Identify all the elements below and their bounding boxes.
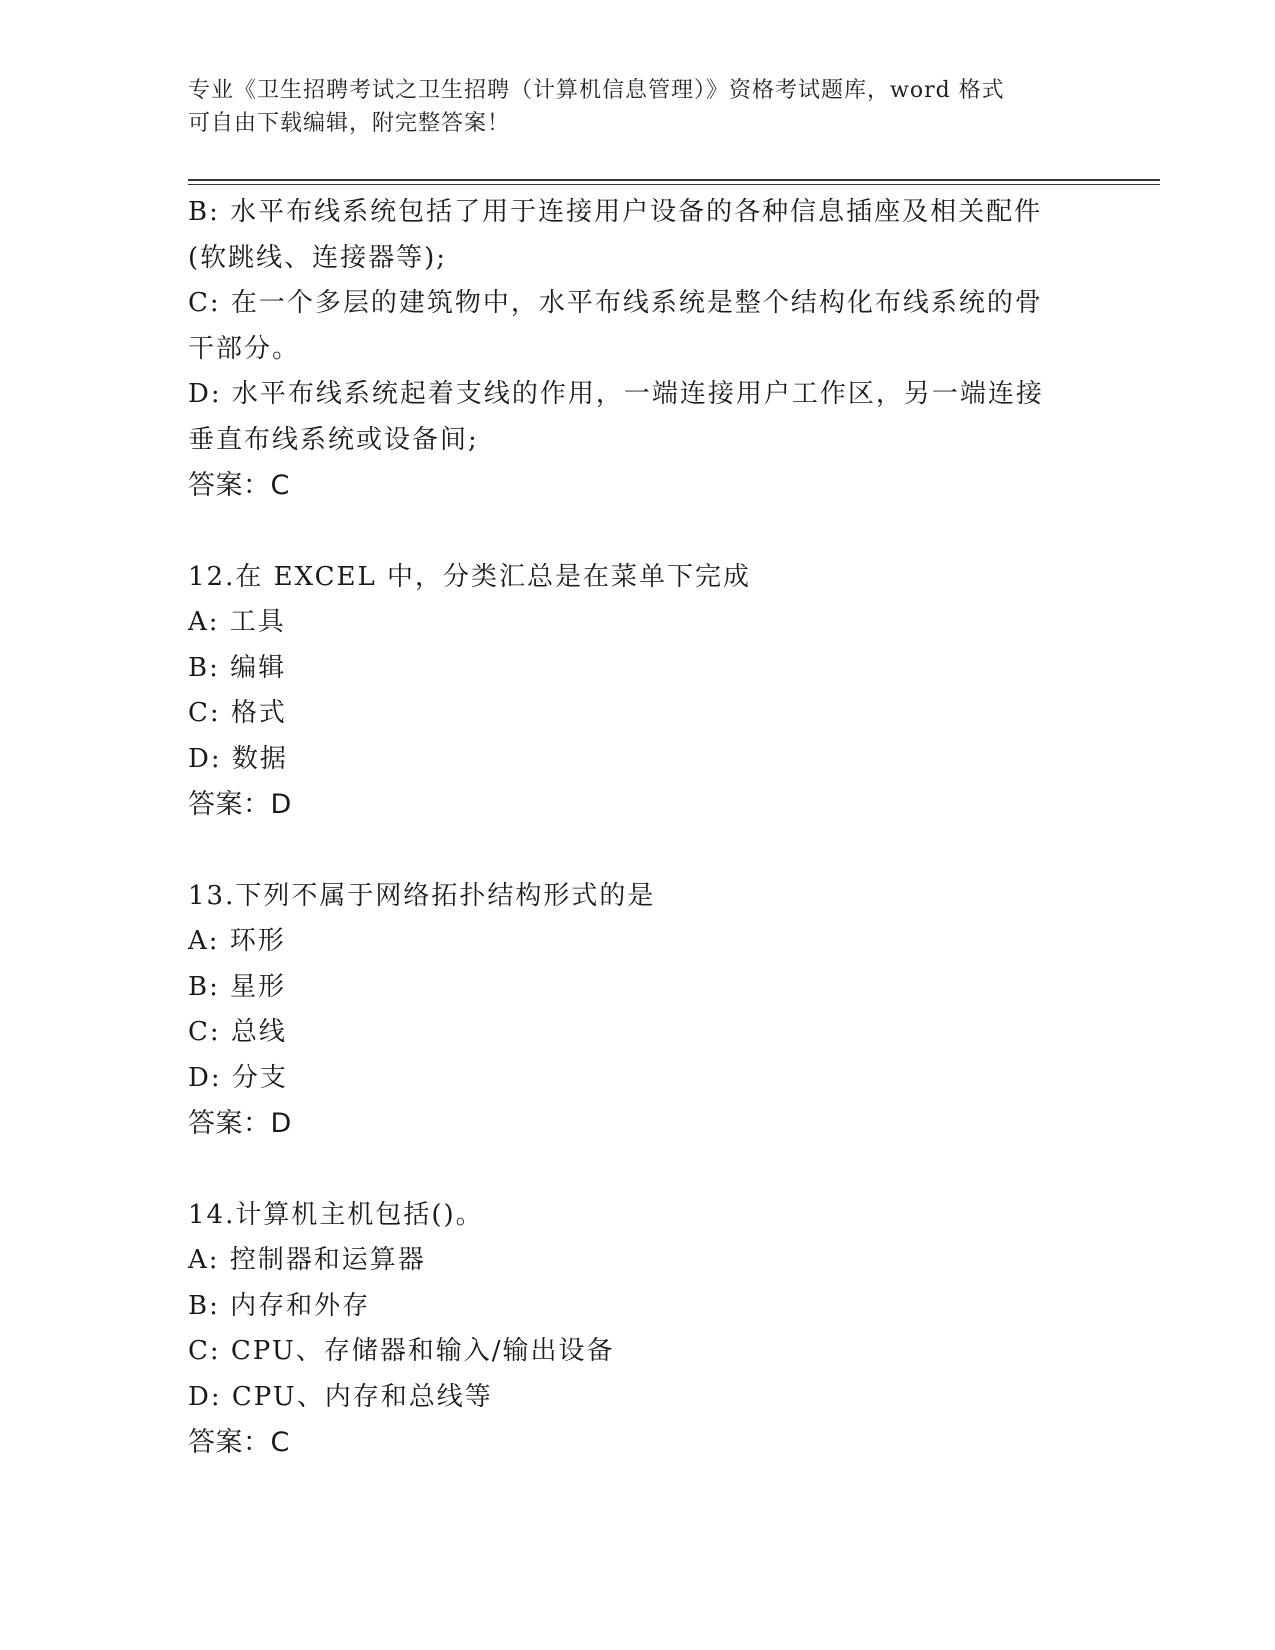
header-rule-thick (188, 179, 1160, 181)
q13-option-b: B: 星形 (188, 971, 287, 1002)
q12-option-a: A: 工具 (188, 607, 286, 637)
q11-option-c-line-1: C: 在一个多层的建筑物中，水平布线系统是整个结构化布线系统的骨 (188, 288, 1043, 318)
q11-option-b-line-1: B: 水平布线系统包括了用于连接用户设备的各种信息插座及相关配件 (188, 197, 1043, 227)
q12-answer: 答案：D (188, 789, 292, 820)
q14-option-b: B: 内存和外存 (188, 1290, 371, 1321)
q13-option-c: C: 总线 (188, 1017, 287, 1047)
question-12 (188, 555, 1088, 828)
q13-option-a: A: 环形 (188, 926, 286, 956)
q14-answer: 答案：C (188, 1427, 290, 1458)
q14-option-d: D: CPU、内存和总线等 (188, 1381, 493, 1412)
question-14 (188, 1193, 1088, 1466)
q11-option-c-line-2: 干部分。 (188, 333, 301, 364)
header-line-2: 可自由下载编辑，附完整答案！ (188, 111, 511, 136)
q14-option-a: A: 控制器和运算器 (188, 1245, 426, 1275)
q14-stem: 14.计算机主机包括()。 (188, 1199, 484, 1230)
q11-answer: 答案：C (188, 470, 290, 501)
q12-option-d: D: 数据 (188, 743, 288, 774)
q13-stem: 13.下列不属于网络拓扑结构形式的是 (188, 880, 656, 911)
spacer (188, 828, 1088, 874)
spacer (188, 509, 1088, 555)
q11-option-d-line-2: 垂直布线系统或设备间; (188, 424, 479, 455)
q14-option-c: C: CPU、存储器和输入/输出设备 (188, 1336, 615, 1366)
q12-stem: 12.在 EXCEL 中，分类汇总是在菜单下完成 (188, 561, 752, 592)
question-list (188, 190, 1088, 1466)
q12-option-c: C: 格式 (188, 698, 287, 728)
header-line-1: 专业《卫生招聘考试之卫生招聘（计算机信息管理）》资格考试题库，word 格式 (188, 78, 1005, 103)
document-header (188, 74, 1068, 140)
q12-option-b: B: 编辑 (188, 652, 287, 683)
q11-option-b-line-2: (软跳线、连接器等); (188, 242, 448, 273)
question-11 (188, 190, 1088, 509)
q13-answer: 答案：D (188, 1108, 292, 1139)
header-rule-thin (188, 184, 1160, 185)
spacer (188, 1147, 1088, 1193)
q11-option-d-line-1: D: 水平布线系统起着支线的作用，一端连接用户工作区，另一端连接 (188, 379, 1044, 409)
question-13 (188, 874, 1088, 1147)
q13-option-d: D: 分支 (188, 1062, 288, 1093)
